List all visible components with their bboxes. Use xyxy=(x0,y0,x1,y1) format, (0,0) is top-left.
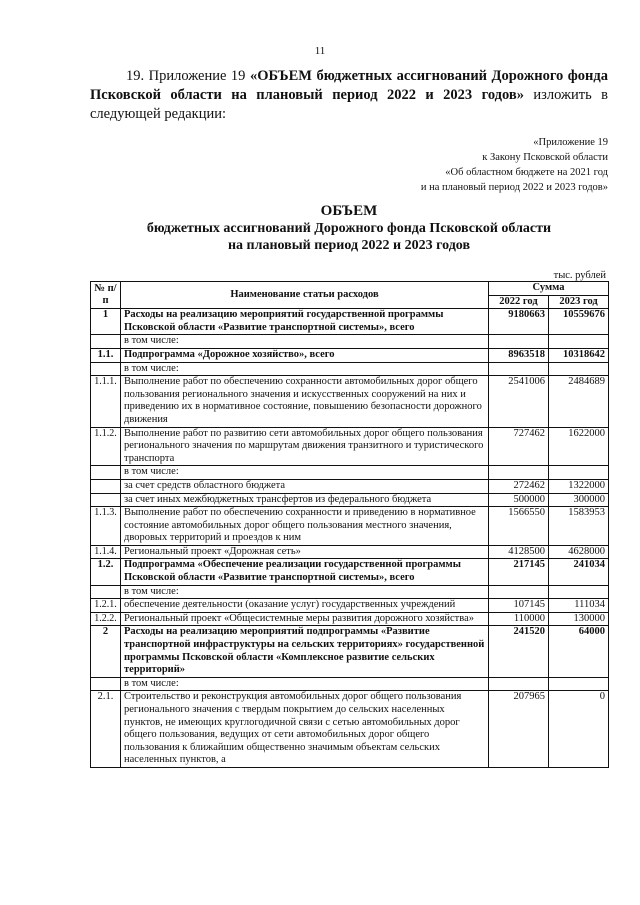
row-2023-value-cell: 130000 xyxy=(549,612,609,626)
row-number-cell xyxy=(91,677,121,691)
row-2023-value-cell xyxy=(549,362,609,376)
budget-table xyxy=(90,281,609,768)
row-2022-value-cell: 8963518 xyxy=(489,348,549,362)
row-number-cell: 1.2. xyxy=(91,559,121,585)
table-row xyxy=(91,479,609,493)
table-row xyxy=(91,545,609,559)
row-name-cell: в том числе: xyxy=(121,585,489,599)
row-2023-value-cell: 241034 xyxy=(549,559,609,585)
row-name-cell: Расходы на реализацию мероприятий государственной программы Псковской области «Развитие транспортной системы», всего xyxy=(121,309,489,335)
row-number-cell xyxy=(91,493,121,507)
row-2023-value-cell xyxy=(549,335,609,349)
row-name-cell: в том числе: xyxy=(121,335,489,349)
table-row xyxy=(91,677,609,691)
table-row xyxy=(91,507,609,546)
title-line-3: на плановый период 2022 и 2023 годов xyxy=(227,238,471,253)
header-year-2023: 2023 год xyxy=(549,295,609,309)
row-number-cell xyxy=(91,466,121,480)
table-row xyxy=(91,691,609,768)
row-2022-value-cell: 727462 xyxy=(489,427,549,466)
appendix-line-4: и на плановый период 2022 и 2023 годов» xyxy=(420,182,608,193)
header-year-2022: 2022 год xyxy=(489,295,549,309)
row-number-cell: 1.1.1. xyxy=(91,376,121,427)
row-2022-value-cell xyxy=(489,362,549,376)
appendix-reference xyxy=(421,135,608,195)
header-sum: Сумма xyxy=(489,282,609,296)
row-2023-value-cell xyxy=(549,466,609,480)
row-2023-value-cell: 300000 xyxy=(549,493,609,507)
row-number-cell: 2.1. xyxy=(91,691,121,768)
units-label: тыс. рублей xyxy=(553,270,606,281)
intro-paragraph xyxy=(90,67,608,124)
intro-suffix: изложить в следующей редакции: xyxy=(90,87,608,122)
row-2022-value-cell xyxy=(489,677,549,691)
title-line-1: ОБЪЕМ xyxy=(320,203,378,219)
row-number-cell: 1 xyxy=(91,309,121,335)
row-name-cell: Региональный проект «Общесистемные меры развития дорожного хозяйства» xyxy=(121,612,489,626)
row-name-cell: Строительство и реконструкция автомобильных дорог общего пользования регионального значения с твердым покрытием до сельских населенных пунктов, не имеющих круглогодичной связи с сетью автомобильных дорог общего пользования, ведущих от сети автомобильных дорог общего пользования к ближайшим общественно значимым объектам сельских населенных пунктов, а xyxy=(121,691,489,768)
table-row xyxy=(91,309,609,335)
table-row xyxy=(91,427,609,466)
document-title xyxy=(90,203,608,254)
table-row xyxy=(91,612,609,626)
table-row xyxy=(91,559,609,585)
intro-prefix: 19. Приложение 19 xyxy=(126,68,250,84)
page-number: 11 xyxy=(314,45,326,57)
row-name-cell: в том числе: xyxy=(121,466,489,480)
row-2022-value-cell: 2541006 xyxy=(489,376,549,427)
row-number-cell: 1.2.2. xyxy=(91,612,121,626)
row-2023-value-cell: 10318642 xyxy=(549,348,609,362)
row-2022-value-cell xyxy=(489,335,549,349)
row-number-cell xyxy=(91,335,121,349)
table-row xyxy=(91,493,609,507)
row-2023-value-cell: 0 xyxy=(549,691,609,768)
row-name-cell: за счет средств областного бюджета xyxy=(121,479,489,493)
row-2023-value-cell: 1322000 xyxy=(549,479,609,493)
table-row xyxy=(91,376,609,427)
row-number-cell: 1.1. xyxy=(91,348,121,362)
row-2023-value-cell: 2484689 xyxy=(549,376,609,427)
row-number-cell xyxy=(91,362,121,376)
table-row xyxy=(91,348,609,362)
row-number-cell xyxy=(91,479,121,493)
row-2022-value-cell: 207965 xyxy=(489,691,549,768)
row-name-cell: обеспечение деятельности (оказание услуг) государственных учреждений xyxy=(121,599,489,613)
row-2022-value-cell: 500000 xyxy=(489,493,549,507)
row-2023-value-cell xyxy=(549,585,609,599)
row-number-cell: 1.2.1. xyxy=(91,599,121,613)
header-num: № п/п xyxy=(91,282,121,309)
table-row xyxy=(91,599,609,613)
row-2023-value-cell: 111034 xyxy=(549,599,609,613)
intro-bold-title: «ОБЪЕМ бюджетных ассигнований Дорожного фонда Псковской области на плановый период 2022 и 2023 годов» xyxy=(90,68,609,103)
row-2022-value-cell: 1566550 xyxy=(489,507,549,546)
row-name-cell: Региональный проект «Дорожная сеть» xyxy=(121,545,489,559)
appendix-line-2: к Закону Псковской области xyxy=(482,152,608,163)
row-number-cell: 1.1.2. xyxy=(91,427,121,466)
row-2022-value-cell: 217145 xyxy=(489,559,549,585)
row-2023-value-cell: 10559676 xyxy=(549,309,609,335)
row-number-cell: 1.1.3. xyxy=(91,507,121,546)
row-2022-value-cell: 110000 xyxy=(489,612,549,626)
table-row xyxy=(91,466,609,480)
row-2023-value-cell: 1622000 xyxy=(549,427,609,466)
row-2022-value-cell xyxy=(489,585,549,599)
row-name-cell: Расходы на реализацию мероприятий подпрограммы «Развитие транспортной инфраструктуры на сельских территориях» государственной программы Псковской области «Комплексное развитие сельских территорий» xyxy=(121,626,489,677)
row-number-cell: 2 xyxy=(91,626,121,677)
row-2022-value-cell: 107145 xyxy=(489,599,549,613)
row-2022-value-cell: 241520 xyxy=(489,626,549,677)
row-number-cell: 1.1.4. xyxy=(91,545,121,559)
row-name-cell: Подпрограмма «Дорожное хозяйство», всего xyxy=(121,348,489,362)
row-number-cell xyxy=(91,585,121,599)
row-2023-value-cell: 1583953 xyxy=(549,507,609,546)
row-name-cell: в том числе: xyxy=(121,362,489,376)
table-row xyxy=(91,335,609,349)
header-name: Наименование статьи расходов xyxy=(121,282,489,309)
row-name-cell: Подпрограмма «Обеспечение реализации государственной программы Псковской области «Развитие транспортной системы», всего xyxy=(121,559,489,585)
row-2022-value-cell xyxy=(489,466,549,480)
table-body xyxy=(91,309,609,768)
appendix-line-3: «Об областном бюджете на 2021 год xyxy=(445,167,608,178)
row-name-cell: Выполнение работ по обеспечению сохранности и приведению в нормативное состояние автомобильных дорог общего пользования местного значения, дворовых территорий и проездов к ним xyxy=(121,507,489,546)
row-2023-value-cell: 64000 xyxy=(549,626,609,677)
table-row xyxy=(91,626,609,677)
row-2023-value-cell xyxy=(549,677,609,691)
row-2022-value-cell: 272462 xyxy=(489,479,549,493)
row-2022-value-cell: 9180663 xyxy=(489,309,549,335)
row-name-cell: в том числе: xyxy=(121,677,489,691)
table-row xyxy=(91,585,609,599)
row-name-cell: Выполнение работ по развитию сети автомобильных дорог общего пользования регионального значения по маршрутам движения транзитного и туристического транспорта xyxy=(121,427,489,466)
row-2023-value-cell: 4628000 xyxy=(549,545,609,559)
row-name-cell: Выполнение работ по обеспечению сохранности автомобильных дорог общего пользования регионального значения и искусственных сооружений на них и приведению их в нормативное состояние, повышению безопасности дорожного движения xyxy=(121,376,489,427)
title-line-2: бюджетных ассигнований Дорожного фонда Псковской области xyxy=(146,221,552,236)
row-name-cell: за счет иных межбюджетных трансфертов из федерального бюджета xyxy=(121,493,489,507)
table-row xyxy=(91,362,609,376)
row-2022-value-cell: 4128500 xyxy=(489,545,549,559)
appendix-line-1: «Приложение 19 xyxy=(533,137,608,148)
